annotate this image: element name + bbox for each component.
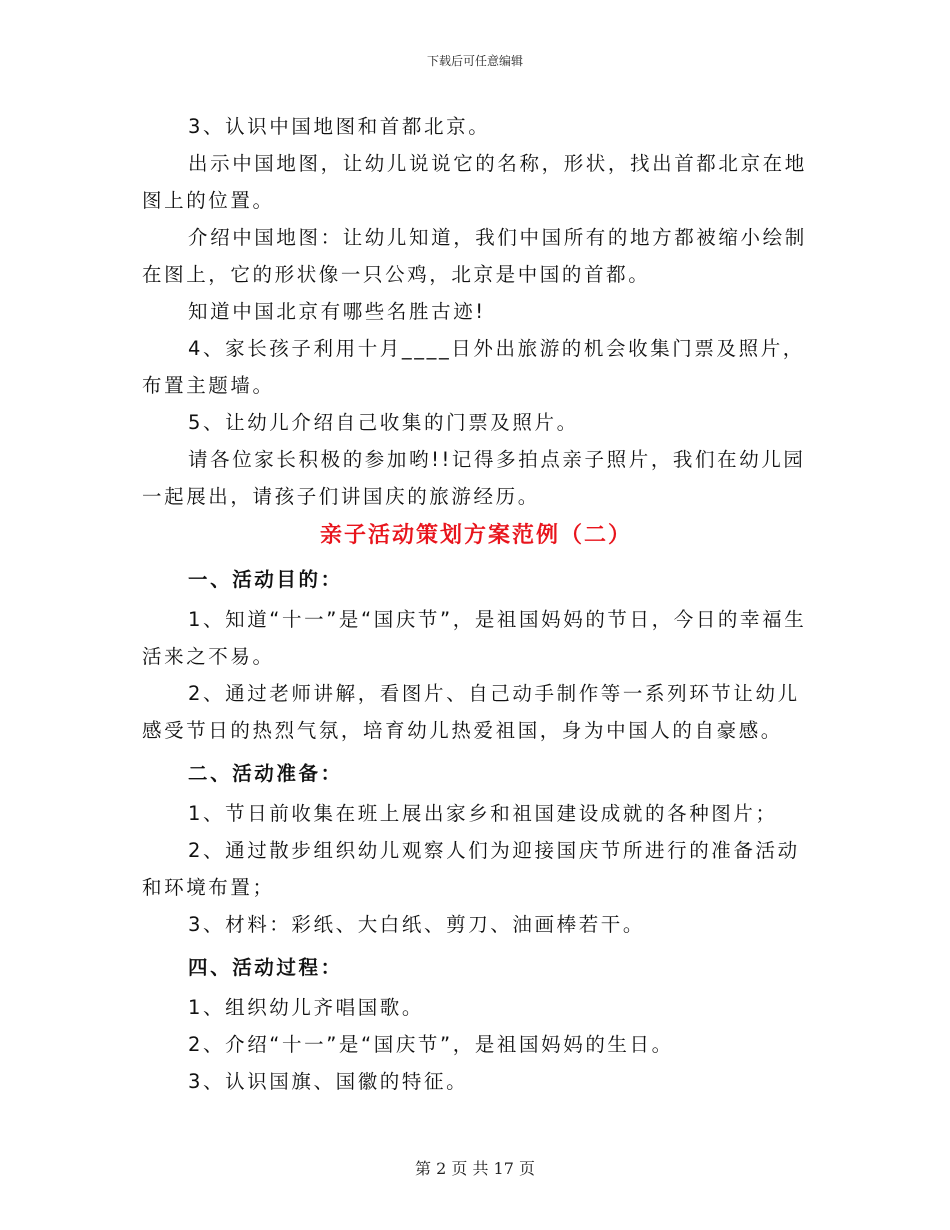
- paragraph: 5、让幼儿介绍自己收集的门票及照片。: [188, 411, 579, 434]
- paragraph: 请各位家长积极的参加哟!!记得多拍点亲子照片，我们在幼儿园一起展出，请孩子们讲国庆的旅游经历。: [142, 448, 806, 508]
- paragraph: 3、认识中国地图和首都北京。: [188, 115, 491, 138]
- list-item: 2、介绍“十一”是“国庆节”，是祖国妈妈的生日。: [188, 1033, 674, 1056]
- list-item: 2、通过散步组织幼儿观察人们为迎接国庆节所进行的准备活动和环境布置；: [142, 839, 800, 899]
- list-item: 1、组织幼儿齐唱国歌。: [188, 996, 425, 1019]
- list-item: 2、通过老师讲解，看图片、自己动手制作等一系列环节让幼儿感受节日的热烈气氛，培育幼儿热爱祖国，身为中国人的自豪感。: [142, 682, 800, 742]
- list-item: 3、材料：彩纸、大白纸、剪刀、油画棒若干。: [188, 913, 646, 936]
- section-title: 亲子活动策划方案范例（二）: [319, 523, 632, 548]
- paragraph: 知道中国北京有哪些名胜古迹!: [188, 300, 486, 323]
- paragraph: 出示中国地图，让幼儿说说它的名称，形状，找出首都北京在地图上的位置。: [142, 152, 807, 212]
- paragraph: 4、家长孩子利用十月____日外出旅游的机会收集门票及照片，布置主题墙。: [142, 337, 805, 397]
- section-heading-preparation: 二、活动准备：: [188, 762, 343, 785]
- list-item: 1、知道“十一”是“国庆节”，是祖国妈妈的节日，今日的幸福生活来之不易。: [142, 608, 807, 668]
- page-header-note: 下载后可任意编辑: [426, 54, 523, 68]
- paragraph: 介绍中国地图：让幼儿知道，我们中国所有的地方都被缩小绘制在图上，它的形状像一只公鸡，北京是中国的首都。: [142, 226, 807, 286]
- page-footer: 第 2 页 共 17 页: [415, 1159, 535, 1178]
- section-heading-purpose: 一、活动目的：: [188, 568, 343, 591]
- document-body: [142, 108, 810, 1100]
- list-item: 1、节日前收集在班上展出家乡和祖国建设成就的各种图片；: [188, 802, 778, 825]
- list-item: 3、认识国旗、国徽的特征。: [188, 1070, 469, 1093]
- section-heading-process: 四、活动过程：: [188, 956, 343, 979]
